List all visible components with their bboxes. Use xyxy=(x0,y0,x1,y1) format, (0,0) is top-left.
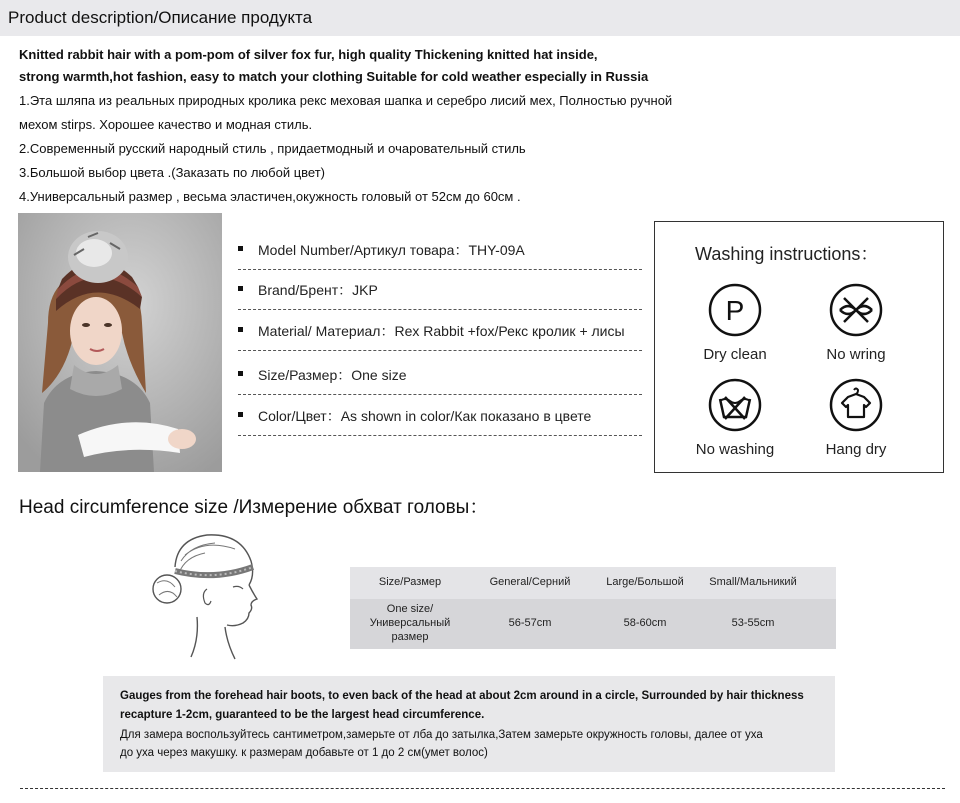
wash-item-dry-clean xyxy=(680,282,790,363)
cell-size-line-1: One size/ xyxy=(386,603,434,615)
spec-row-brand xyxy=(238,270,642,310)
wash-item-no-washing xyxy=(680,377,790,458)
spec-material-value: Rex Rabbit +fox/Рекс кролик + лисы xyxy=(394,323,625,339)
cell-general: 56-57cm xyxy=(508,617,552,629)
washing-title: Washing instructions： xyxy=(695,244,879,264)
spec-row-color xyxy=(238,396,642,436)
measurement-note xyxy=(103,676,835,772)
dry-clean-icon xyxy=(707,282,763,338)
intro-line-3: 1.Эта шляпа из реальных природных кролика рекс меховая шапка и серебро лисий мех, Полностью ручной xyxy=(19,93,673,108)
intro-line-4: мехом stirps. Хорошее качество и модная стиль. xyxy=(19,117,313,132)
spec-size-label: Size/Размер：One size xyxy=(258,367,407,383)
wash-item-no-wring xyxy=(801,282,911,363)
intro-line-7: 4.Универсальный размер , весьма эластичен,окужность головый от 52см до 60см . xyxy=(19,189,521,204)
no-wring-icon xyxy=(828,282,884,338)
bullet-icon xyxy=(238,246,243,251)
col-header-small: Small/Мальникий xyxy=(709,576,797,588)
cell-size-line-3: размер xyxy=(391,631,429,643)
cell-small: 53-55cm xyxy=(731,617,775,629)
intro-line-1: Knitted rabbit hair with a pom-pom of silver fox fur, high quality Thickening knitted hat inside, xyxy=(19,47,598,62)
size-table-row xyxy=(350,599,836,649)
spec-brand-value: JKP xyxy=(352,282,378,298)
col-header-general: General/Серний xyxy=(489,576,571,588)
spec-brand-label: Brand/Брент：JKP xyxy=(258,282,378,298)
note-line-4: до уха через макушку. к размерам добавьте от 1 до 2 см(умет волос) xyxy=(120,747,488,759)
spec-row-size xyxy=(238,355,642,395)
washing-instructions-box xyxy=(654,221,944,473)
hang-dry-icon xyxy=(828,377,884,433)
note-line-3: Для замера воспользуйтесь сантиметром,замерьте от лба до затылка,Затем замерьте окружность головы, далее от уха xyxy=(120,729,763,741)
spec-row-model xyxy=(238,230,642,270)
spec-size-value: One size xyxy=(351,367,407,383)
dry-clean-label: Dry clean xyxy=(703,346,767,363)
col-header-large: Large/Большой xyxy=(606,576,684,588)
bullet-icon xyxy=(238,327,243,332)
model-photo xyxy=(18,213,222,472)
no-washing-icon xyxy=(707,377,763,433)
intro-line-6: 3.Большой выбор цвета .(Заказать по любой цвет) xyxy=(19,165,326,180)
bottom-divider xyxy=(20,788,945,789)
note-line-2: recapture 1-2cm, guaranteed to be the largest head circumference. xyxy=(120,709,485,721)
head-size-title: Head circumference size /Измерение обхват головы： xyxy=(19,497,489,518)
spec-color-label: Color/Цвет：As shown in color/Как показано в цвете xyxy=(258,408,592,424)
col-header-size: Size/Размер xyxy=(378,576,442,588)
cell-size-line-2: Универсальный xyxy=(369,617,451,629)
cell-large: 58-60cm xyxy=(623,617,667,629)
svg-text:P: P xyxy=(725,295,745,326)
bullet-icon xyxy=(238,286,243,291)
wash-item-hang-dry xyxy=(801,377,911,458)
no-washing-label: No washing xyxy=(695,441,775,458)
head-measure-illustration xyxy=(145,527,265,662)
bullet-icon xyxy=(238,371,243,376)
intro-line-2: strong warmth,hot fashion, easy to match your clothing Suitable for cold weather especially in Russia xyxy=(19,69,649,84)
size-table-header-row xyxy=(350,567,836,599)
spec-row-material xyxy=(238,311,642,351)
spec-material-label: Material/ Материал：Rex Rabbit +fox/Рекс кролик + лисы xyxy=(258,323,625,339)
spec-model-value: THY-09A xyxy=(468,242,525,258)
hang-dry-label: Hang dry xyxy=(825,441,887,458)
section-title: Product description/Описание продукта xyxy=(8,8,313,27)
spec-color-value: As shown in color/Как показано в цвете xyxy=(340,408,592,424)
no-wring-label: No wring xyxy=(826,346,886,363)
intro-line-5: 2.Современный русский народный стиль , придаетмодный и очаровательный стиль xyxy=(19,141,526,156)
note-line-1: Gauges from the forehead hair boots, to even back of the head at about 2cm around in a circle, Surrounded by hair thickness xyxy=(120,690,804,702)
cell-size xyxy=(350,602,470,644)
section-header xyxy=(0,0,960,36)
size-table xyxy=(350,567,836,649)
bullet-icon xyxy=(238,412,243,417)
spec-model-label: Model Number/Артикул товара：THY-09A xyxy=(258,242,525,258)
